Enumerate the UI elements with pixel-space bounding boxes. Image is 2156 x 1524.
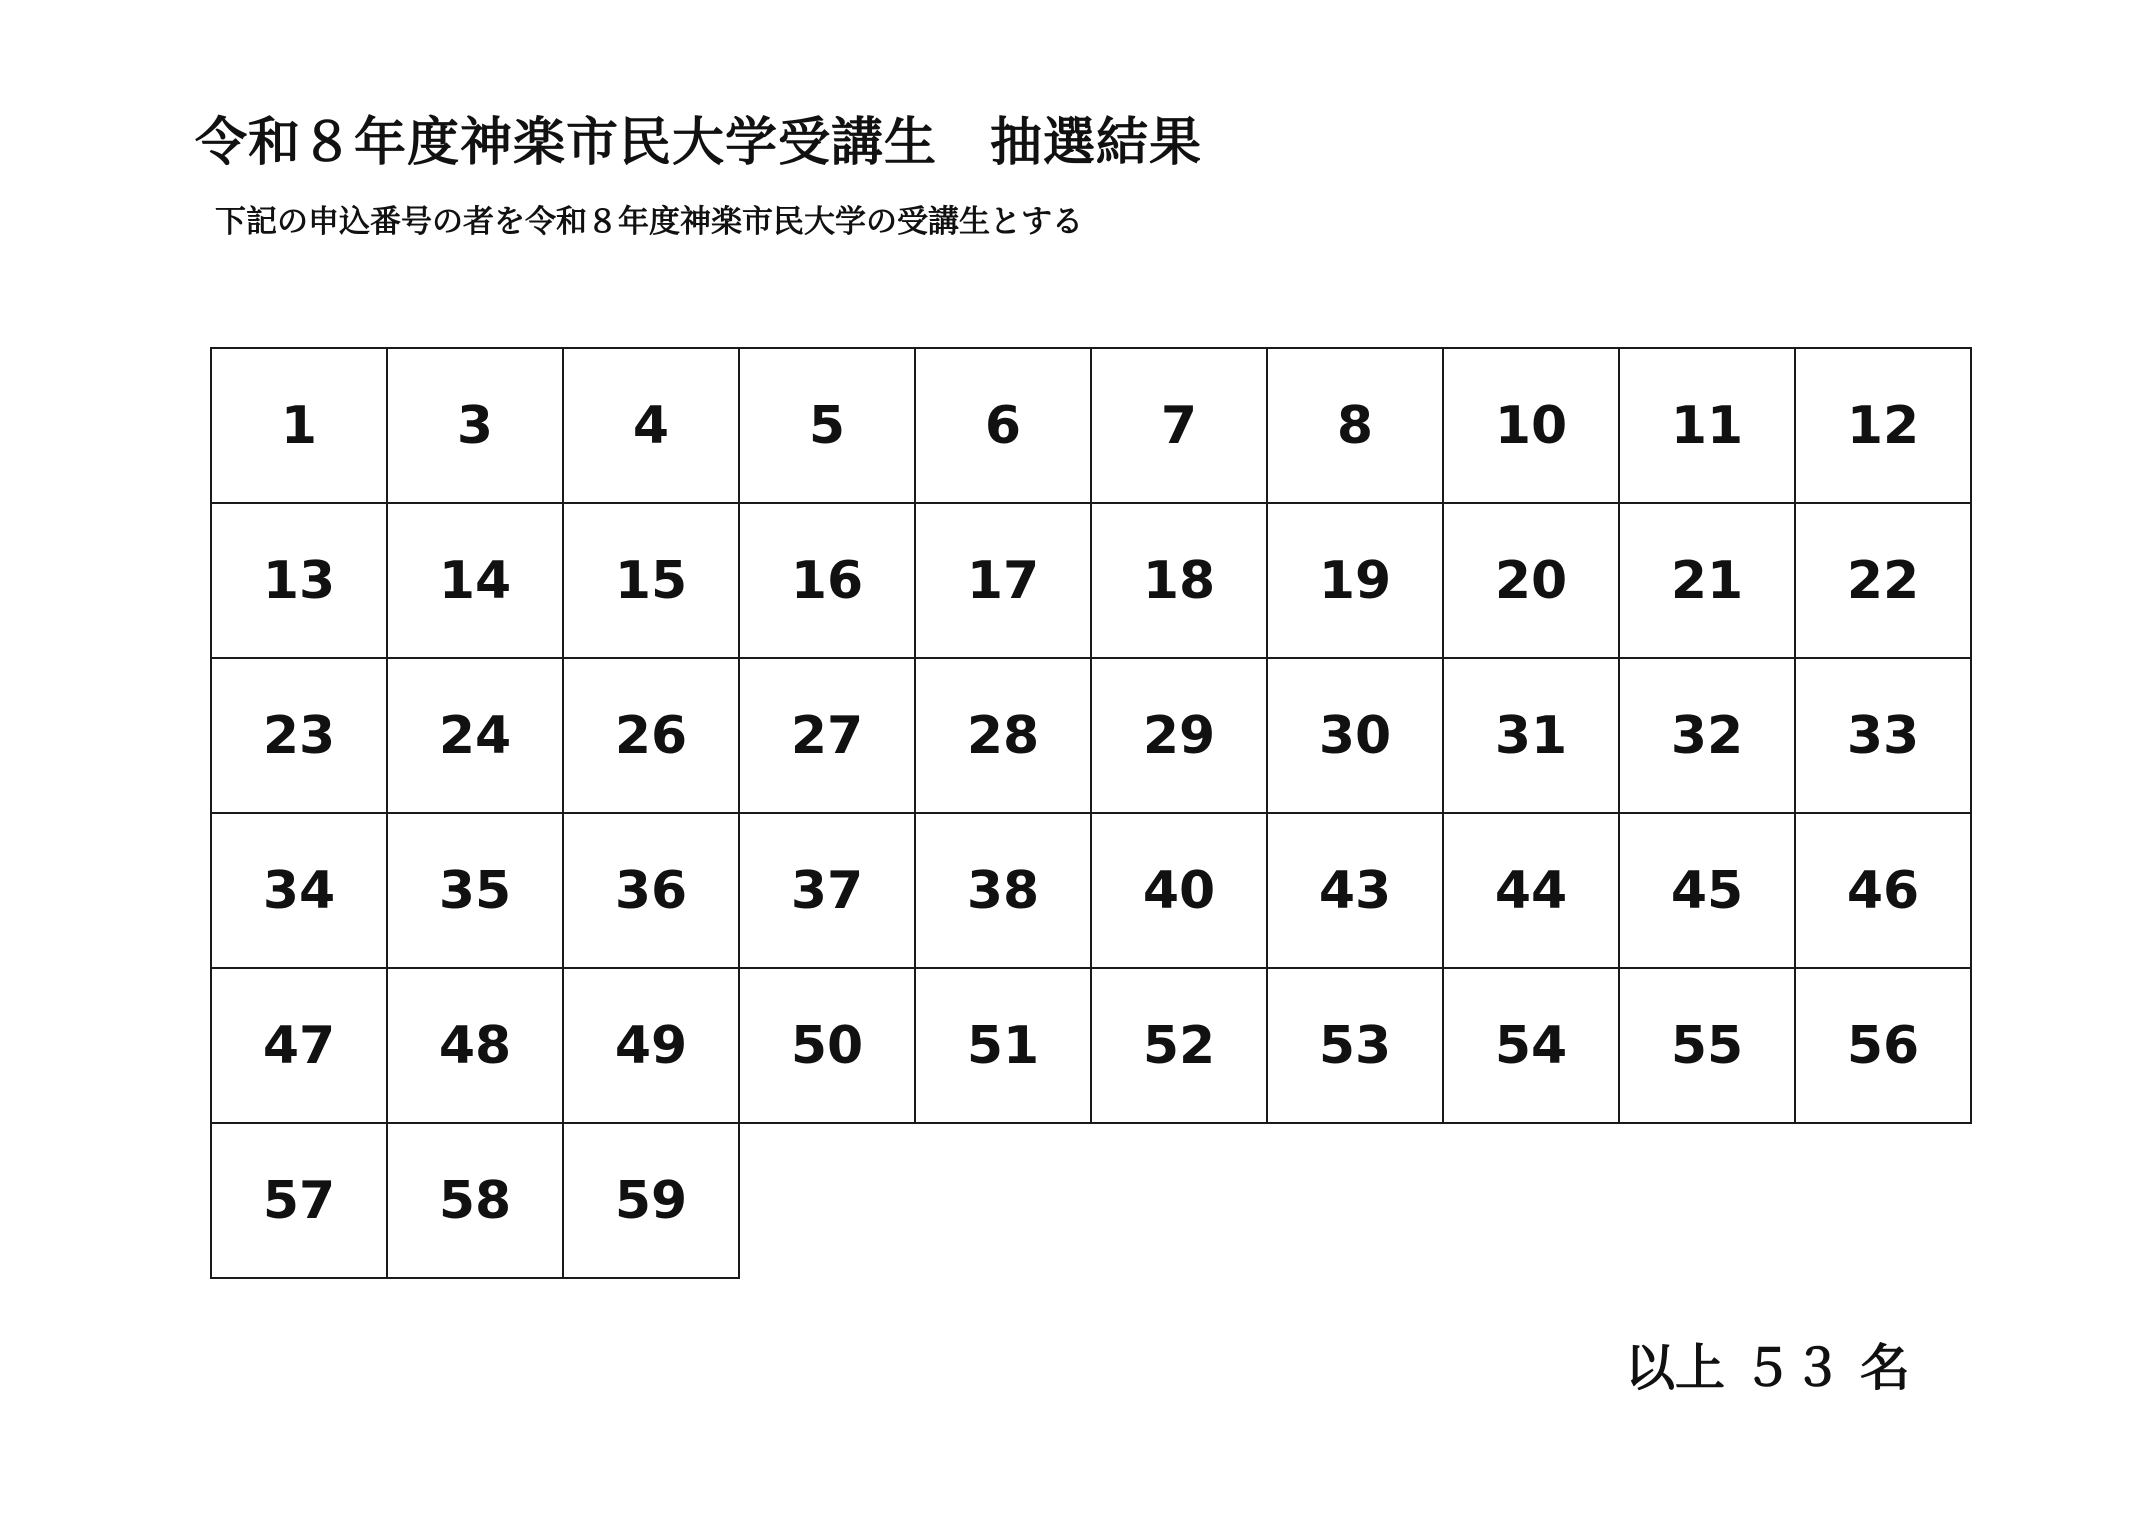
number-cell: 28 [914, 657, 1092, 814]
number-cell: 14 [386, 502, 564, 659]
number-cell: 38 [914, 812, 1092, 969]
number-cell: 58 [386, 1122, 564, 1279]
number-cell: 40 [1090, 812, 1268, 969]
number-cell: 44 [1442, 812, 1620, 969]
page-title: 令和８年度神楽市民大学受講生 抽選結果 [195, 113, 1203, 173]
number-cell: 48 [386, 967, 564, 1124]
number-cell: 22 [1794, 502, 1972, 659]
number-cell: 21 [1618, 502, 1796, 659]
number-cell: 31 [1442, 657, 1620, 814]
number-cell: 20 [1442, 502, 1620, 659]
number-cell: 12 [1794, 347, 1972, 504]
number-cell: 7 [1090, 347, 1268, 504]
number-cell: 36 [562, 812, 740, 969]
number-cell: 37 [738, 812, 916, 969]
number-cell: 23 [210, 657, 388, 814]
number-cell: 46 [1794, 812, 1972, 969]
number-cell: 8 [1266, 347, 1444, 504]
number-cell: 34 [210, 812, 388, 969]
number-cell: 11 [1618, 347, 1796, 504]
number-cell: 1 [210, 347, 388, 504]
number-cell: 24 [386, 657, 564, 814]
number-cell: 29 [1090, 657, 1268, 814]
number-cell: 49 [562, 967, 740, 1124]
number-cell: 55 [1618, 967, 1796, 1124]
number-cell: 32 [1618, 657, 1796, 814]
application-number-table [210, 347, 1970, 1277]
number-cell: 35 [386, 812, 564, 969]
number-cell: 19 [1266, 502, 1444, 659]
number-cell: 51 [914, 967, 1092, 1124]
number-cell: 27 [738, 657, 916, 814]
number-cell: 26 [562, 657, 740, 814]
number-cell: 43 [1266, 812, 1444, 969]
number-cell: 3 [386, 347, 564, 504]
number-cell: 45 [1618, 812, 1796, 969]
number-cell: 18 [1090, 502, 1268, 659]
number-cell: 16 [738, 502, 916, 659]
total-count: 以上 ５３ 名 [1625, 1339, 1910, 1397]
number-cell: 57 [210, 1122, 388, 1279]
number-cell: 10 [1442, 347, 1620, 504]
number-cell: 17 [914, 502, 1092, 659]
number-cell: 47 [210, 967, 388, 1124]
number-cell: 52 [1090, 967, 1268, 1124]
number-cell: 50 [738, 967, 916, 1124]
number-cell: 33 [1794, 657, 1972, 814]
number-cell: 13 [210, 502, 388, 659]
number-cell: 30 [1266, 657, 1444, 814]
number-cell: 15 [562, 502, 740, 659]
number-cell: 59 [562, 1122, 740, 1279]
number-cell: 56 [1794, 967, 1972, 1124]
number-cell: 5 [738, 347, 916, 504]
number-cell: 54 [1442, 967, 1620, 1124]
number-cell: 4 [562, 347, 740, 504]
page-subtitle: 下記の申込番号の者を令和８年度神楽市民大学の受講生とする [215, 204, 1083, 240]
number-cell: 53 [1266, 967, 1444, 1124]
number-cell: 6 [914, 347, 1092, 504]
